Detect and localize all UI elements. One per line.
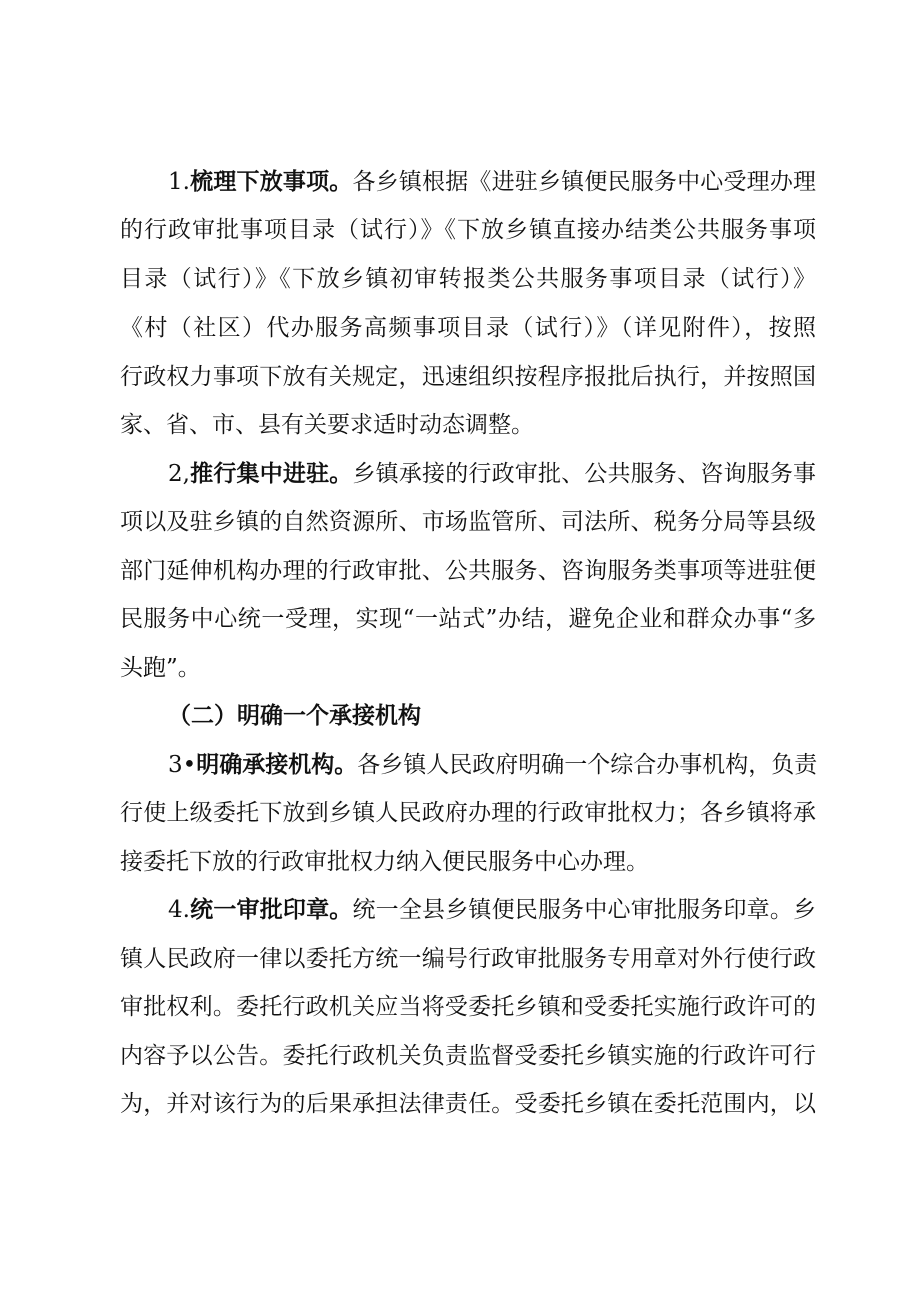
paragraph-2-number: 2, <box>168 461 190 487</box>
paragraph-2-line-3: 部门延伸机构办理的行政审批、公共服务、咨询服务类事项等进驻便 <box>120 558 816 584</box>
paragraph-2-line-4: 民服务中心统一受理，实现“一站式”办结，避免企业和群众办事“多 <box>120 606 816 632</box>
paragraph-3-number: 3• <box>168 752 197 778</box>
paragraph-4-line-4: 内容予以公告。委托行政机关负责监督受委托乡镇实施的行政许可行 <box>120 1043 816 1069</box>
paragraph-4-line-2: 镇人民政府一律以委托方统一编号行政审批服务专用章对外行使行政 <box>120 946 816 972</box>
paragraph-1-line-5: 行政权力事项下放有关规定，迅速组织按程序报批后执行，并按照国 <box>120 364 816 390</box>
paragraph-1-line-2: 的行政审批事项目录（试行）》《下放乡镇直接办结类公共服务事项 <box>120 217 816 243</box>
paragraph-4-line-3: 审批权利。委托行政机关应当将受委托乡镇和受委托实施行政许可的 <box>120 994 816 1020</box>
paragraph-2-line-1 <box>168 459 816 489</box>
section-heading: （二）明确一个承接机构 <box>168 702 421 729</box>
paragraph-4-number: 4. <box>168 897 190 923</box>
paragraph-4-line-1 <box>168 895 816 925</box>
paragraph-4-line-5: 为，并对该行为的后果承担法律责任。受委托乡镇在委托范围内，以 <box>120 1091 816 1117</box>
paragraph-2-title: 推行集中进驻。 <box>189 460 353 487</box>
paragraph-2-line-5: 头跑”。 <box>120 655 201 681</box>
paragraph-1-title: 梳理下放事项。 <box>189 168 353 195</box>
paragraph-4-title: 统一审批印章。 <box>189 896 353 923</box>
paragraph-3-line-1 <box>168 750 816 780</box>
paragraph-3-line-2: 行使上级委托下放到乡镇人民政府办理的行政审批权力；各乡镇将承 <box>120 800 816 826</box>
paragraph-3-title: 明确承接机构。 <box>196 751 358 778</box>
paragraph-1-line-6: 家、省、市、县有关要求适时动态调整。 <box>120 412 534 438</box>
paragraph-1-text: 各乡镇根据《进驻乡镇便民服务中心受理办理 <box>352 169 817 195</box>
paragraph-1-line-1 <box>168 167 816 197</box>
paragraph-4-text: 统一全县乡镇便民服务中心审批服务印章。乡 <box>352 897 817 923</box>
paragraph-1-number: 1. <box>168 169 190 195</box>
paragraph-2-text: 乡镇承接的行政审批、公共服务、咨询服务事 <box>352 461 817 487</box>
paragraph-2-line-2: 项以及驻乡镇的自然资源所、市场监管所、司法所、税务分局等县级 <box>120 509 816 535</box>
paragraph-3-text: 各乡镇人民政府明确一个综合办事机构，负责 <box>357 752 818 778</box>
paragraph-3-line-3: 接委托下放的行政审批权力纳入便民服务中心办理。 <box>120 849 649 875</box>
paragraph-1-line-4: 《村（社区）代办服务高频事项目录（试行）》（详见附件），按照 <box>120 315 816 341</box>
paragraph-1-line-3: 目录（试行）》《下放乡镇初审转报类公共服务事项目录（试行）》 <box>120 266 816 292</box>
